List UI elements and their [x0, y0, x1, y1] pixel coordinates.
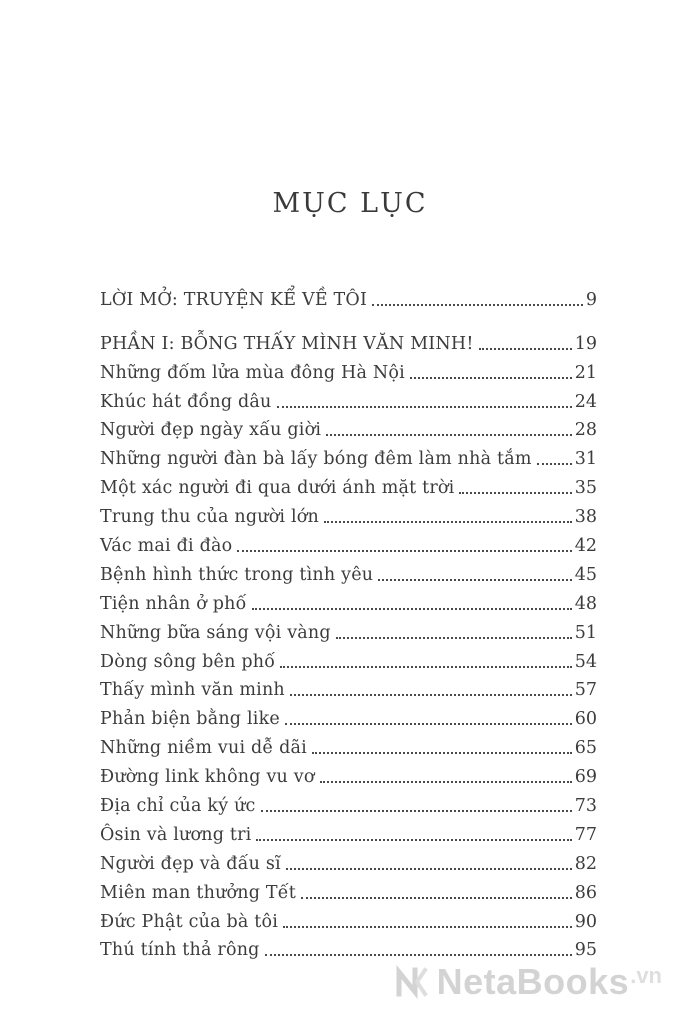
- toc-entry-label: PHẦN I: BỖNG THẤY MÌNH VĂN MINH!: [100, 333, 474, 354]
- toc-entry-label: Bệnh hình thức trong tình yêu: [100, 564, 374, 585]
- toc-row: [100, 816, 597, 845]
- toc-page-number: 28: [574, 420, 597, 441]
- dotted-leader: [336, 637, 572, 639]
- toc-entry-label: Những đốm lửa mùa đông Hà Nội: [100, 362, 405, 383]
- toc-entry-label: Khúc hát đồng dâu: [100, 391, 272, 412]
- toc-page-number: 9: [585, 289, 597, 310]
- toc-page-number: 90: [574, 911, 597, 932]
- toc-page-number: 51: [574, 622, 597, 643]
- toc-row: [100, 845, 597, 874]
- dotted-leader: [372, 304, 583, 306]
- dotted-leader: [256, 839, 571, 841]
- toc-entry-label: Địa chỉ của ký ức: [100, 796, 256, 817]
- dotted-leader: [265, 954, 572, 956]
- dotted-leader: [378, 579, 571, 581]
- watermark-brand-text: NetaBooks: [436, 961, 630, 1002]
- dotted-leader: [301, 897, 572, 899]
- toc-row: [100, 440, 597, 469]
- dotted-leader: [479, 348, 572, 350]
- dotted-leader: [252, 608, 572, 610]
- toc-row: [100, 556, 597, 585]
- toc-entry-label: Ôsin và lương tri: [100, 824, 252, 845]
- toc-entry-label: Một xác người đi qua dưới ánh mặt trời: [100, 478, 455, 499]
- dotted-leader: [280, 666, 572, 668]
- dotted-leader: [324, 521, 572, 523]
- toc-page-number: 60: [574, 709, 597, 730]
- toc-entry-label: Thấy mình văn minh: [100, 680, 285, 701]
- dotted-leader: [290, 694, 572, 696]
- dotted-leader: [261, 810, 572, 812]
- toc-entry-label: Đường link không vu vơ: [100, 767, 315, 788]
- toc-row: [100, 412, 597, 441]
- toc-row: [100, 758, 597, 787]
- toc-entry-label: Dòng sông bên phố: [100, 651, 276, 672]
- toc-row: [100, 932, 597, 961]
- toc-page-number: 45: [574, 564, 597, 585]
- toc-page-number: 95: [574, 940, 597, 961]
- toc-row: [100, 614, 597, 643]
- toc-row: [100, 729, 597, 758]
- toc-row: [100, 874, 597, 903]
- dotted-leader: [326, 434, 572, 436]
- toc-row: [100, 469, 597, 498]
- toc-page-number: 86: [574, 882, 597, 903]
- toc-page-number: 31: [574, 449, 597, 470]
- dotted-leader: [312, 752, 572, 754]
- toc-page-number: 38: [574, 507, 597, 528]
- toc-entry-label: Đức Phật của bà tôi: [100, 911, 279, 932]
- toc-page-number: 48: [574, 593, 597, 614]
- dotted-leader: [237, 550, 571, 552]
- dotted-leader: [537, 463, 572, 465]
- dotted-leader: [283, 926, 572, 928]
- toc-row: [100, 903, 597, 932]
- dotted-leader: [286, 868, 572, 870]
- dotted-leader: [285, 723, 572, 725]
- dotted-leader: [320, 781, 572, 783]
- toc-row: [100, 643, 597, 672]
- toc-row: [100, 325, 597, 354]
- page-title: MỤC LỤC: [272, 188, 428, 219]
- toc-row: [100, 383, 597, 412]
- toc-entry-label: Những bữa sáng vội vàng: [100, 622, 331, 643]
- toc-page-number: 57: [574, 680, 597, 701]
- toc-entry-label: Người đẹp ngày xấu giời: [100, 420, 322, 441]
- toc-entry-label: Vác mai đi đào: [100, 536, 233, 557]
- toc-row: [100, 672, 597, 701]
- toc-page-number: 19: [574, 333, 597, 354]
- toc-page-number: 69: [574, 767, 597, 788]
- toc-page-number: 24: [574, 391, 597, 412]
- toc-row: [100, 281, 597, 310]
- toc-page-number: 82: [574, 853, 597, 874]
- toc-entry-label: LỜI MỞ: TRUYỆN KỂ VỀ TÔI: [100, 289, 368, 310]
- dotted-leader: [459, 492, 571, 494]
- toc-page-number: 73: [574, 796, 597, 817]
- toc-entry-label: Phản biện bằng like: [100, 709, 280, 730]
- watermark-tld-text: .vn: [630, 963, 662, 988]
- dotted-leader: [410, 377, 572, 379]
- toc-page-number: 35: [574, 478, 597, 499]
- toc-entry-label: Người đẹp và đấu sĩ: [100, 853, 281, 874]
- toc-row: [100, 354, 597, 383]
- table-of-contents: [100, 281, 597, 960]
- toc-page-number: 54: [574, 651, 597, 672]
- toc-page-number: 21: [574, 362, 597, 383]
- toc-row: [100, 787, 597, 816]
- toc-page-number: 42: [574, 536, 597, 557]
- toc-entry-label: Thú tính thả rông: [100, 940, 260, 961]
- toc-row: [100, 700, 597, 729]
- watermark: [391, 961, 662, 1003]
- toc-entry-label: Những người đàn bà lấy bóng đêm làm nhà tắm: [100, 449, 532, 470]
- toc-entry-label: Tiện nhân ở phố: [100, 593, 247, 614]
- toc-entry-label: Những niềm vui dễ dãi: [100, 738, 307, 759]
- toc-entry-label: Trung thu của người lớn: [100, 507, 319, 528]
- toc-entry-label: Miên man thưởng Tết: [100, 882, 296, 903]
- toc-page-number: 65: [574, 738, 597, 759]
- dotted-leader: [277, 406, 572, 408]
- netabooks-logo-icon: [391, 962, 431, 1002]
- toc-row: [100, 527, 597, 556]
- toc-row: [100, 585, 597, 614]
- toc-page-number: 77: [574, 824, 597, 845]
- toc-row: [100, 498, 597, 527]
